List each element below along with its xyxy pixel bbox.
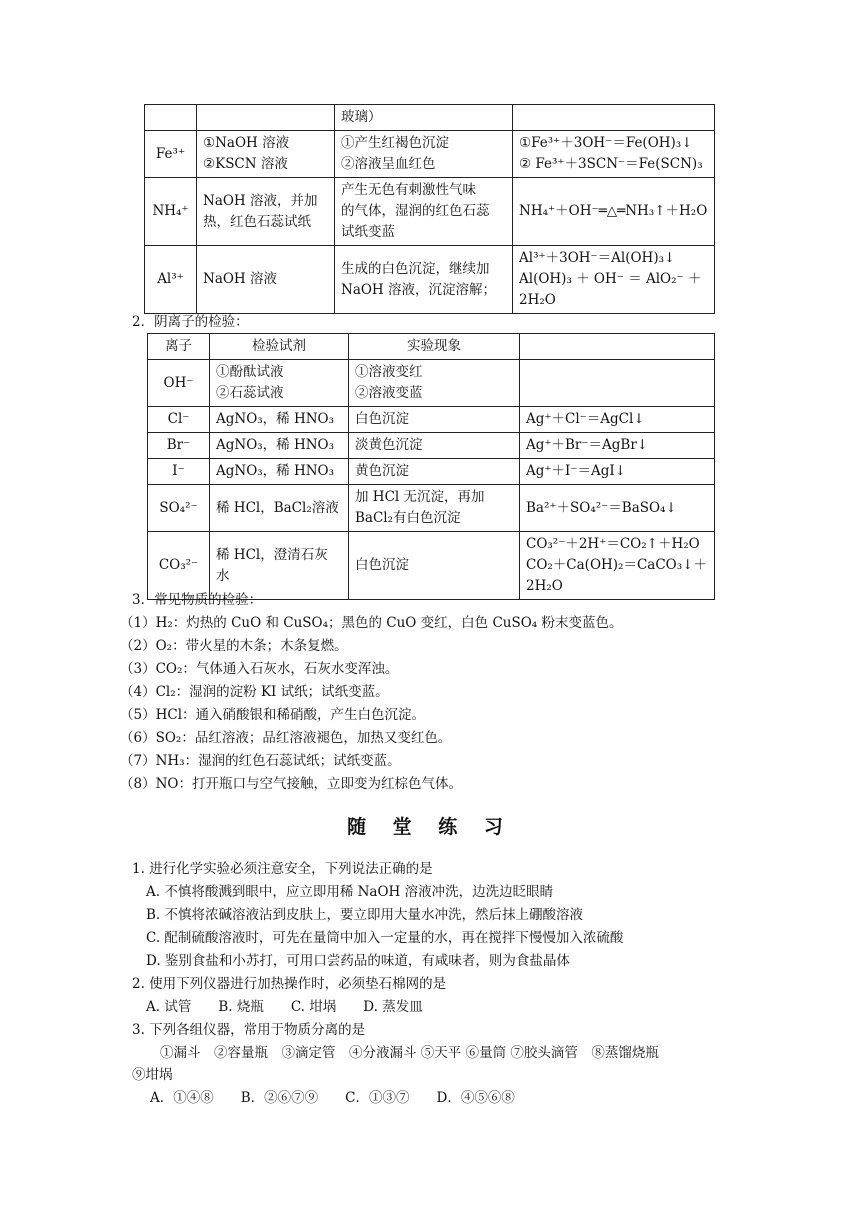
question-1-option-c: C. 配制硫酸溶液时，可先在量筒中加入一定量的水，再在搅拌下慢慢加入浓硫酸 <box>146 930 624 946</box>
table-row <box>145 131 715 178</box>
equation-cell: NH₄⁺＋OH⁻═△═NH₃↑＋H₂O <box>513 178 715 246</box>
phenomenon-cell: ①产生红褐色沉淀 ②溶液呈血红色 <box>335 131 513 178</box>
table-row <box>145 178 715 246</box>
phenomenon-cell: 白色沉淀 <box>349 532 520 600</box>
question-2-options: A. 试管 B. 烧瓶 C. 坩埚 D. 蒸发皿 <box>146 999 423 1015</box>
equation-cell: Ag⁺＋I⁻＝AgI↓ <box>520 459 715 485</box>
question-1-option-a: A. 不慎将酸溅到眼中，应立即用稀 NaOH 溶液冲洗，边洗边眨眼睛 <box>146 884 554 900</box>
list-item: （3）CO₂：气体通入石灰水，石灰水变浑浊。 <box>120 661 399 677</box>
table-row <box>145 246 715 314</box>
reagent-cell: ①酚酞试液 ②石蕊试液 <box>210 360 349 407</box>
question-3-stem: 3. 下列各组仪器，常用于物质分离的是 <box>132 1022 366 1038</box>
list-item: （2）O₂：带火星的木条；木条复燃。 <box>120 638 348 654</box>
reagent-cell: ①NaOH 溶液 ②KSCN 溶液 <box>197 131 335 178</box>
table-row <box>148 485 715 532</box>
phenomenon-cell: 加 HCl 无沉淀，再加 BaCl₂有白色沉淀 <box>349 485 520 532</box>
reagent-cell: NaOH 溶液，并加 热，红色石蕊试纸 <box>197 178 335 246</box>
reagent-cell: 稀 HCl，BaCl₂溶液 <box>210 485 349 532</box>
list-item: （5）HCl：通入硝酸银和稀硝酸，产生白色沉淀。 <box>120 707 426 723</box>
phenomenon-cell: 白色沉淀 <box>349 407 520 433</box>
phenomenon-cell: 产生无色有刺激性气味 的气体，湿润的红色石蕊 试纸变蓝 <box>335 178 513 246</box>
reagent-cell: AgNO₃，稀 HNO₃ <box>210 433 349 459</box>
ion-cell: Cl⁻ <box>148 407 210 433</box>
equation-cell: Al³⁺＋3OH⁻＝Al(OH)₃↓ Al(OH)₃ ＋ OH⁻ ＝ AlO₂⁻ ＋ 2H₂O <box>513 246 715 314</box>
anion-test-table <box>147 333 715 600</box>
equation-cell: Ag⁺＋Br⁻＝AgBr↓ <box>520 433 715 459</box>
reagent-cell: 稀 HCl，澄清石灰 水 <box>210 532 349 600</box>
question-2-stem: 2. 使用下列仪器进行加热操作时，必须垫石棉网的是 <box>132 976 447 992</box>
equation-cell: CO₃²⁻＋2H⁺＝CO₂↑＋H₂O CO₂＋Ca(OH)₂＝CaCO₃↓＋ 2H₂O <box>520 532 715 600</box>
question-1-option-d: D. 鉴别食盐和小苏打，可用口尝药品的味道，有咸味者，则为食盐晶体 <box>146 953 570 969</box>
list-item: （6）SO₂：品红溶液；品红溶液褪色，加热又变红色。 <box>120 730 452 746</box>
section2-heading: 2．阴离子的检验： <box>132 314 249 330</box>
ion-cell: NH₄⁺ <box>145 178 197 246</box>
equation-cell: ①Fe³⁺＋3OH⁻＝Fe(OH)₃↓ ② Fe³⁺＋3SCN⁻＝Fe(SCN)₃ <box>513 131 715 178</box>
column-header: 检验试剂 <box>210 334 349 360</box>
table-header-row <box>148 334 715 360</box>
ion-cell: Fe³⁺ <box>145 131 197 178</box>
table-row <box>145 105 715 131</box>
ion-cell: CO₃²⁻ <box>148 532 210 600</box>
column-header: 实验现象 <box>349 334 520 360</box>
section3-heading: 3．常见物质的检验： <box>132 592 263 608</box>
ion-cell: SO₄²⁻ <box>148 485 210 532</box>
equation-cell: Ba²⁺＋SO₄²⁻＝BaSO₄↓ <box>520 485 715 532</box>
question-1-option-b: B. 不慎将浓碱溶液沾到皮肤上，要立即用大量水冲洗，然后抹上硼酸溶液 <box>146 907 584 923</box>
table-row <box>148 407 715 433</box>
list-item: （1）H₂：灼热的 CuO 和 CuSO₄；黑色的 CuO 变红，白色 CuSO₄ 粉末变蓝色。 <box>120 615 623 631</box>
ion-cell: Al³⁺ <box>145 246 197 314</box>
equation-cell: Ag⁺＋Cl⁻＝AgCl↓ <box>520 407 715 433</box>
reagent-cell: NaOH 溶液 <box>197 246 335 314</box>
list-item: （7）NH₃：湿润的红色石蕊试纸；试纸变蓝。 <box>120 753 401 769</box>
table-row <box>148 459 715 485</box>
table-row <box>148 360 715 407</box>
reagent-cell: AgNO₃，稀 HNO₃ <box>210 407 349 433</box>
phenomenon-cell: 玻璃） <box>335 105 513 131</box>
list-item: （8）NO：打开瓶口与空气接触，立即变为红棕色气体。 <box>120 776 462 792</box>
equation-cell <box>520 360 715 407</box>
phenomenon-cell: 生成的白色沉淀，继续加 NaOH 溶液，沉淀溶解； <box>335 246 513 314</box>
ion-cell: I⁻ <box>148 459 210 485</box>
ion-cell: OH⁻ <box>148 360 210 407</box>
column-header <box>520 334 715 360</box>
question-1-stem: 1. 进行化学实验必须注意安全，下列说法正确的是 <box>132 861 433 877</box>
reagent-cell: AgNO₃，稀 HNO₃ <box>210 459 349 485</box>
list-item: （4）Cl₂：湿润的淀粉 KI 试纸；试纸变蓝。 <box>120 684 389 700</box>
cation-test-table <box>144 104 715 314</box>
question-3-options: A．①④⑧ B．②⑥⑦⑨ C．①③⑦ D．④⑤⑥⑧ <box>150 1090 515 1106</box>
phenomenon-cell: 淡黄色沉淀 <box>349 433 520 459</box>
phenomenon-cell: 黄色沉淀 <box>349 459 520 485</box>
ion-cell: Br⁻ <box>148 433 210 459</box>
question-3-list: ①漏斗 ②容量瓶 ③滴定管 ④分液漏斗 ⑤天平 ⑥量筒 ⑦胶头滴管 ⑧蒸馏烧瓶 <box>160 1045 659 1061</box>
table-row <box>148 433 715 459</box>
practice-title: 随 堂 练 习 <box>347 816 513 838</box>
question-3-list-continued: ⑨坩埚 <box>132 1067 173 1083</box>
column-header: 离子 <box>148 334 210 360</box>
phenomenon-cell: ①溶液变红 ②溶液变蓝 <box>349 360 520 407</box>
